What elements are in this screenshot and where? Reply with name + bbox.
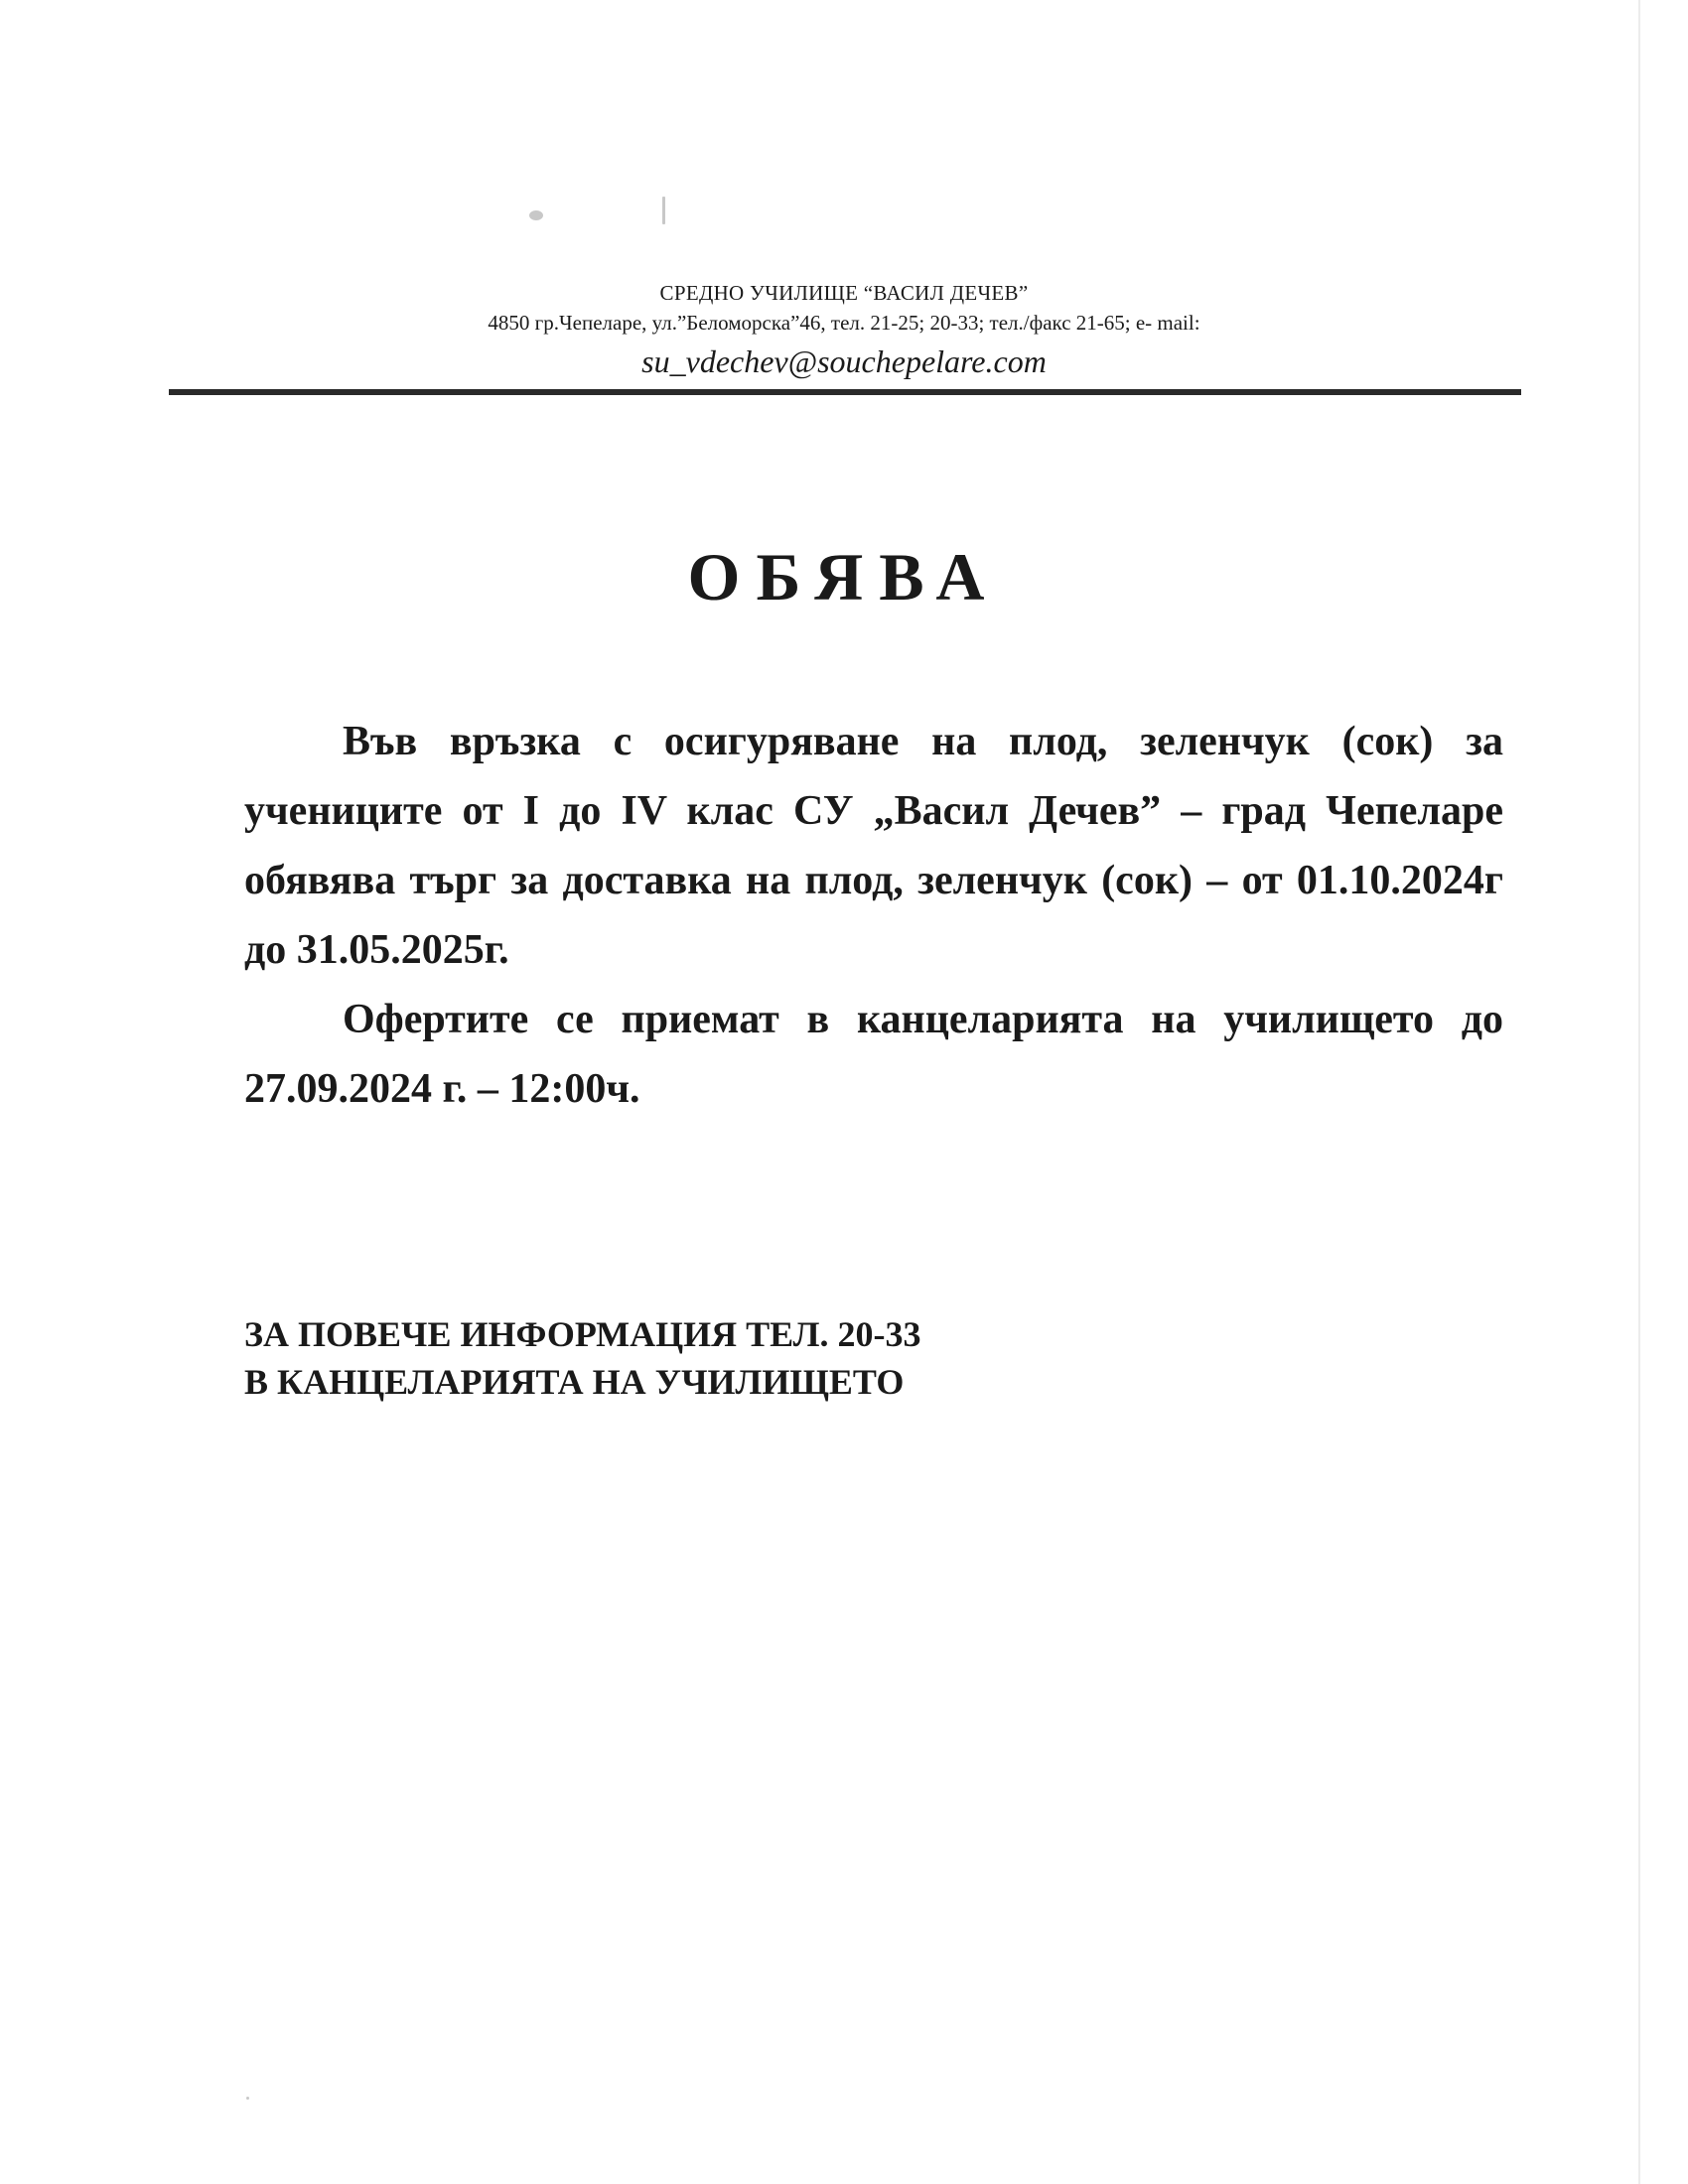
school-name: СРЕДНО УЧИЛИЩЕ “ВАСИЛ ДЕЧЕВ” (659, 281, 1029, 305)
letterhead (169, 278, 1519, 383)
scan-speck (246, 2097, 249, 2100)
school-email: su_vdechev@souchepelare.com (641, 343, 1047, 379)
scan-page-edge (1638, 0, 1640, 2184)
scan-speck (662, 197, 665, 224)
notice-paragraph: Във връзка с осигуряване на плод, зеленчук (сок) за учениците от I до IV клас СУ „Васил Дечев” – град Чепеларе обявява търг за доставка на плод, зеленчук (сок) – от 01.10.2024г до 31.05.2025г. (244, 719, 1503, 973)
contact-line-phone: ЗА ПОВЕЧЕ ИНФОРМАЦИЯ ТЕЛ. 20-33 (244, 1314, 921, 1354)
contact-line-office: В КАНЦЕЛАРИЯТА НА УЧИЛИЩЕТО (244, 1362, 905, 1402)
school-address: 4850 гр.Чепеларе, ул.”Беломорска”46, тел. 21-25; 20-33; тел./факс 21-65; е- mail: (488, 311, 1200, 335)
notice-title: ОБЯВА (687, 538, 1001, 614)
header-divider (169, 389, 1521, 395)
notice-paragraph: Офертите се приемат в канцеларията на училището до 27.09.2024 г. – 12:00ч. (244, 997, 1503, 1112)
scan-speck (529, 210, 543, 220)
contact-info (244, 1310, 1503, 1406)
notice-body (244, 707, 1503, 1124)
